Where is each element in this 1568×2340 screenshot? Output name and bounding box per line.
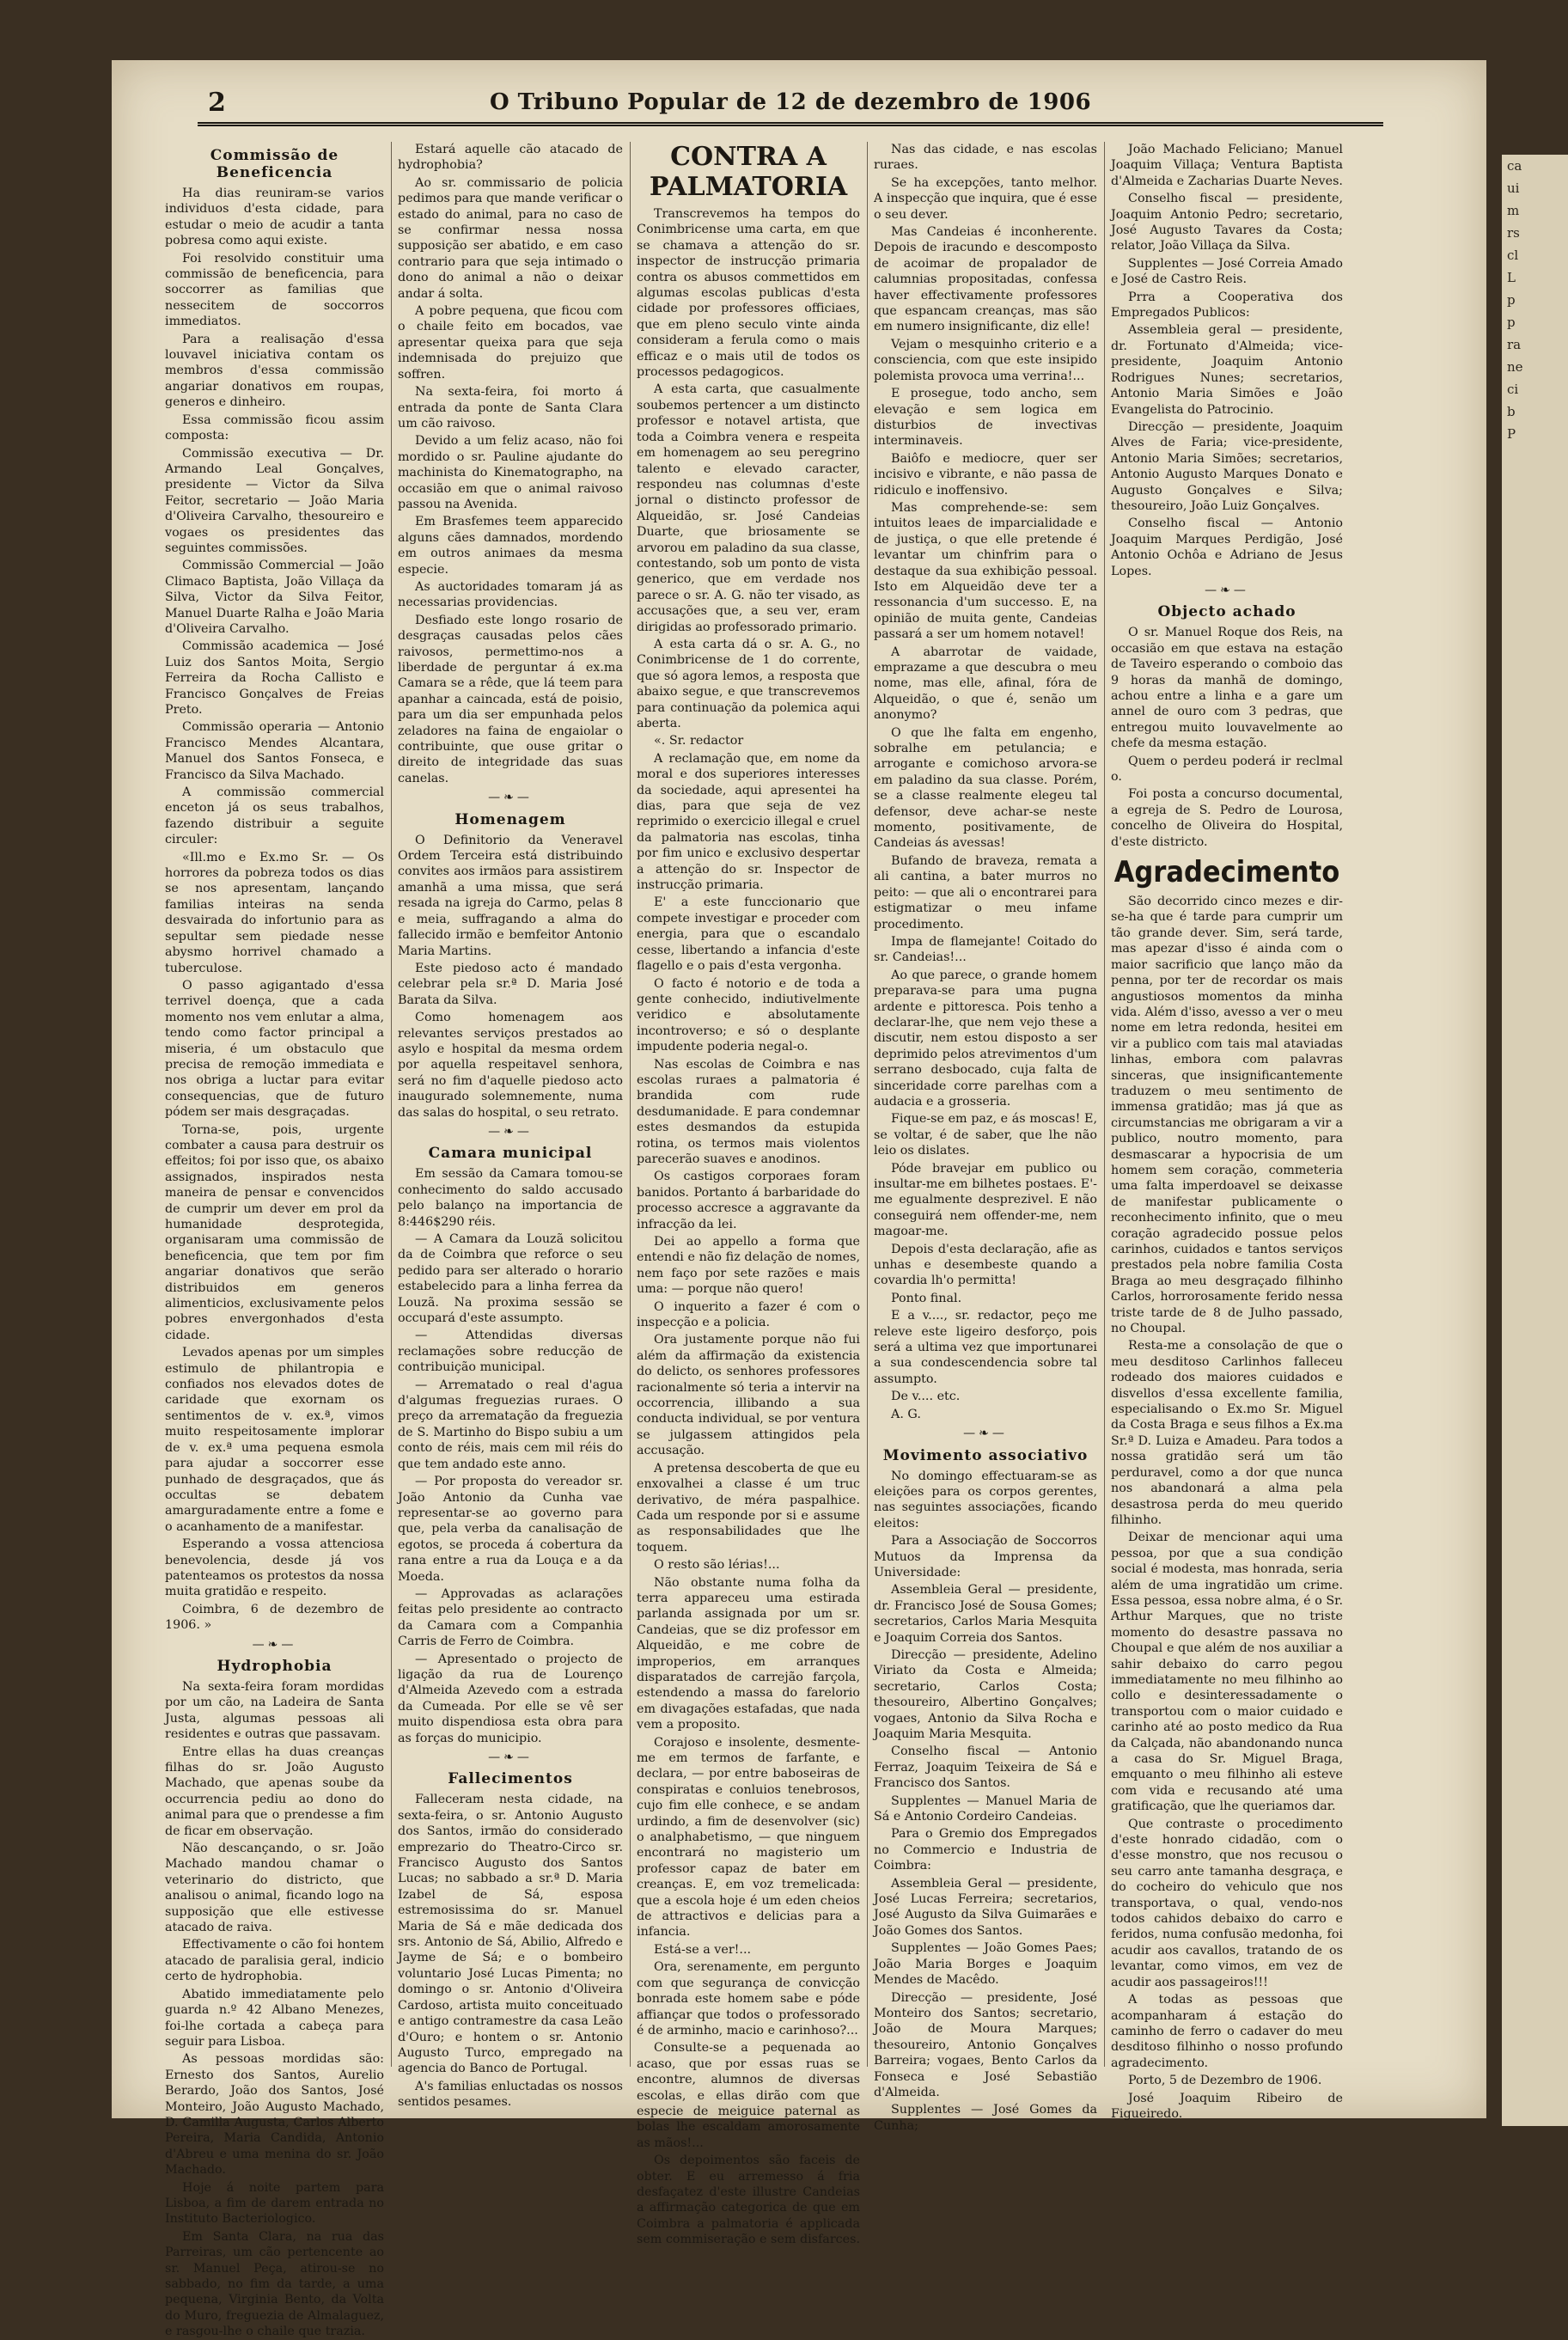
paragraph: A abarrotar de vaidade, emprazame a que descubra o meu nome, mas elle, afinal, fóra de Alqueidão, o que é, senão um anonymo? [874,645,1097,723]
paragraph: O passo agigantado d'essa terrivel doença, que a cada momento nos vem enlutar a alma, tendo como factor principal a miseria, é um obstaculo que precisa de remoção immediata e nos obriga a luctar para evitar consequencias, que de futuro pódem ser mais desgraçadas. [165,978,384,1120]
paragraph: E prosegue, todo ancho, sem elevação e sem logica em disturbios de invectivas interminaveis. [874,387,1097,449]
paragraph: Em Santa Clara, na rua das Parreiras, um cão pertencente ao sr. Manuel Peça, atirou-se no sabbado, no fim da tarde, a uma pequena, Virginia Bento, da Volta do Muro, freguezia de Almalaguez, e rasgou-lhe o chaile que trazia. [165,2229,384,2339]
paragraph: E a v...., sr. redactor, peço me releve este ligeiro desforço, pois será a ultima vez que importunarei a sua condescendencia sobre tal assumpto. [874,1309,1097,1386]
paragraph: Foi posta a concurso documental, a egreja de S. Pedro de Lourosa, concelho de Oliveira do Hospital, d'este districto. [1111,787,1343,849]
adjacent-page-fragment: L [1507,270,1516,285]
paragraph: Transcrevemos ha tempos do Conimbricense uma carta, em que se chamava a attenção do sr. inspector de instrucção primaria contra os abusos commettidos em algumas escolas publicas d'esta cidade por professores officiaes, que em pleno seculo vinte ainda consideram a ferula como o mais efficaz e o mais util de todos os processos pedagogicos. [637,207,860,380]
paragraph: Ha dias reuniram-se varios individuos d'esta cidade, para estudar o meio de acudir a tanta pobresa como aqui existe. [165,186,384,248]
article-hydrophobia [165,1679,384,2340]
column-2 [398,142,623,2110]
ornament-divider: —❧— [488,1750,533,1764]
paragraph: Commissão Commercial — João Climaco Baptista, João Villaça da Silva, Victor da Silva Feitor, Manuel Duarte Ralha e João Maria d'Oliveira Carvalho. [165,559,384,636]
paragraph: Supplentes — José Gomes da Cunha; [874,2103,1097,2133]
newspaper-page [112,60,1486,2339]
paragraph: O que lhe falta em engenho, sobralhe em petulancia; e arrogante e comichoso arvora-se em paladino da sua classe. Porém, se a classe realmente elegeu tal defensor, deve achar-se neste momento, positivamente, de Candeias ás avessas! [874,725,1097,851]
paragraph: Para a Associação de Soccorros Mutuos da Imprensa da Universidade: [874,1534,1097,1579]
ornament-divider: —❧— [488,791,533,805]
paragraph: Prra a Cooperativa dos Empregados Publicos: [1111,290,1343,321]
paragraph: Dei ao appello a forma que entendi e não fiz delação de nomes, nem faço por sete razões e mais uma: — porque não quero! [637,1235,860,1297]
paragraph: — Approvadas as aclarações feitas pelo presidente ao contracto da Camara com a Companhia Carris de Ferro de Coimbra. [398,1586,623,1649]
paragraph: Ora, serenamente, em pergunto com que segurança de convicção bonrada este homem sabe e póde affiançar que todos o professorado é de arminho, macio e carinhoso?... [637,1960,860,2038]
paragraph: Foi resolvido constituir uma commissão de beneficencia, para soccorrer as familias que nessecitem de soccorros immediatos. [165,251,384,329]
article-palmatoria [637,206,860,2248]
paragraph: — Arrematado o real d'agua d'algumas freguezias ruraes. O preço da arrematação da freguezia de S. Martinho do Bispo subiu a um conto de réis, mais cem mil réis do que tem andado este anno. [398,1378,623,1471]
paragraph: Póde bravejar em publico ou insultar-me em bilhetes postaes. E'-me egualmente desprezivel. E não conseguirá nem offender-me, nem magoar-me. [874,1161,1097,1239]
paragraph: Falleceram nesta cidade, na sexta-feira, o sr. Antonio Augusto dos Santos, irmão do considerado emprezario do Theatro-Circo sr. Francisco Augusto dos Santos Lucas; no sabbado a sr.ª D. Maria Izabel de Sá, esposa estremosissima do sr. Manuel Maria de Sá e mãe dedicada dos srs. Antonio de Sá, Abilio, Alfredo e Jayme de Sá; e o bombeiro voluntario José Lucas Pimenta; no domingo o sr. Antonio d'Oliveira Cardoso, artista muito conceituado e antigo contramestre da casa Leão d'Ouro; e hontem o sr. Antonio Augusto Turco, empregado na agencia do Banco de Portugal. [398,1793,623,2076]
paragraph: A esta carta dá o sr. A. G., no Conimbricense de 1 do corrente, que só agora lemos, a resposta que abaixo segue, e que transcrevemos para continuação da polemica aqui aberta. [637,637,860,730]
paragraph: Conselho fiscal — Antonio Joaquim Marques Perdigão, José Antonio Ochôa e Adriano de Jesus Lopes. [1111,516,1343,578]
paragraph: Supplentes — Manuel Maria de Sá e Antonio Cordeiro Candeias. [874,1793,1097,1824]
paragraph: E' a este funccionario que compete investigar e proceder com energia, para que o escandalo cesse, libertando a infancia d'este flagello e o pais d'esta vergonha. [637,895,860,974]
paragraph: — A Camara da Louzã solicitou da de Coimbra que reforce o seu pedido para ser alterado o horario estabelecido para a linha ferrea da Louzã. Na proxima sessão se occupará d'este assumpto. [398,1232,623,1326]
paragraph: José Joaquim Ribeiro de Figueiredo. [1111,2091,1343,2121]
ornament-divider: —❧— [252,1637,297,1652]
paragraph: Se ha excepções, tanto melhor. A inspecção que inquira, que é esse o seu dever. [874,175,1097,222]
paragraph: Está-se a ver!... [654,1942,752,1957]
paragraph: Direcção — presidente, Joaquim Alves de Faria; vice-presidente, Antonio Maria Simões; secretarios, Antonio Augusto Marques Donato e Augusto Gonçalves e Silva; thesoureiro, João Luiz Gonçalves. [1111,419,1343,513]
paragraph: Direcção — presidente, José Monteiro dos Santos; secretario, João de Moura Marques; thesoureiro, Antonio Gonçalves Barreira; vogaes, Bento Carlos da Fonseca e José Sebastião d'Almeida. [874,1990,1097,2099]
paragraph: Estará aquelle cão atacado de hydrophobia? [398,143,623,173]
ornament-divider: —❧— [1205,583,1249,597]
paragraph: Resta-me a consolação de que o meu desditoso Carlinhos falleceu rodeado dos maiores cuidados e disvellos d'essa excellente familia, especialisando o Ex.mo Sr. Miguel da Costa Braga e seus filhos a Ex.ma Sr.ª D. Luiza e Amadeu. Para todos a nossa gratidão será um tão perduravel, como a dor que nunca nos abandonará a alma pela desastrosa perda do meu querido filhinho. [1111,1339,1343,1527]
ornament-divider: —❧— [488,1124,533,1139]
paragraph: Vejam o mesquinho criterio e a consciencia, com que este insipido polemista provoca uma verrina!... [874,337,1097,383]
paragraph: Commissão operaria — Antonio Francisco Mendes Alcantara, Manuel dos Santos Fonseca, e Francisco da Silva Machado. [165,720,384,782]
paragraph: Consulte-se a pequenada ao acaso, que por essas ruas se encontre, alumnos de diversas escolas, e ellas dirão com que especie de meiguice paternal as bolas lhe escaldam amorosamente as mãos!... [637,2041,860,2150]
heading-palmatoria: CONTRA A PALMATORIA [649,142,848,202]
paragraph: A. G. [891,1407,921,1421]
paragraph: Devido a um feliz acaso, não foi mordido o sr. Pauline ajudante do machinista do Kinematographo, na occasião em que o animal raivoso passou na Avenida. [398,434,623,511]
paragraph: Para o Gremio dos Empregados no Commercio e Industria de Coimbra: [874,1827,1097,1873]
paragraph: «. Sr. redactor [654,734,744,748]
paragraph: Torna-se, pois, urgente combater a causa para destruir os effeitos; foi por isso que, os abaixo assignados, inspirados nesta maneira de pensar e convencidos de cumprir um dever em prol da humanidade desprotegida, organisaram uma commissão de beneficencia, que tem por fim angariar donativos que serão distribuidos em generos alimenticios, exclusivamente pelos pobres envergonhados d'esta cidade. [165,1122,384,1342]
paragraph: — Attendidas diversas reclamações sobre reducção de contribuição municipal. [398,1329,623,1375]
paragraph: Depois d'esta declaração, afie as unhas e desembeste quando a covardia lh'o permitta! [874,1242,1097,1288]
paragraph: Conselho fiscal — presidente, Joaquim Antonio Pedro; secretario, José Augusto Tavares da Costa; relator, João Villaça da Silva. [1111,192,1343,254]
adjacent-page-fragment: m [1507,203,1520,218]
article-palmatoria-cont [874,142,1097,1422]
paragraph: A reclamação que, em nome da moral e dos superiores interesses da sociedade, aqui apresentei ha dias, para que seja de vez reprimido o exercicio illegal e cruel da palmatoria nas escolas, tinha por fim unico e exclusivo despertar a attenção do sr. Inspector de instrucção primaria. [637,751,860,893]
paragraph: Ao que parece, o grande homem preparava-se para uma pugna ardente e pittoresca. Pois tenho a declarar-lhe, que nem vejo these a discutir, nem estou disposto a ser deprimido pelos atrevimentos d'um serrano desbocado, cuja falta de sinceridade corre parelhas com a audacia e a grosseria. [874,968,1097,1109]
paragraph: Effectivamente o cão foi hontem atacado de paralisia geral, indicio certo de hydrophobia. [165,1938,384,1984]
heading-camara: Camara municipal [428,1145,593,1163]
paragraph: Bufando de braveza, remata a ali cantina, a bater murros no peito: — que ali o encontrarei para estigmatizar o meu infame procedimento. [874,853,1097,932]
heading-hydrophobia: Hydrophobia [217,1657,333,1675]
paragraph: Em Brasfemes teem apparecido alguns cães damnados, mordendo em outros animaes da mesma especie. [398,515,623,577]
heading-fallecimentos: Fallecimentos [448,1770,573,1788]
paragraph: Nas das cidade, e nas escolas ruraes. [874,143,1097,173]
article-movimento [874,1469,1097,2135]
paragraph: Esperando a vossa attenciosa benevolencia, desde já vos patenteamos os protestos da nossa muita gratidão e respeito. [165,1537,384,1599]
adjacent-page-fragment: ui [1507,180,1520,196]
paragraph: Supplentes — João Gomes Paes; João Maria Borges e Joaquim Mendes de Macêdo. [874,1941,1097,1988]
article-movimento-cont [1111,142,1343,579]
paragraph: O inquerito a fazer é com o inspecção e a policia. [637,1299,860,1330]
heading-movimento: Movimento associativo [882,1446,1089,1464]
paragraph: Fique-se em paz, e ás moscas! E, se voltar, é de saber, que lhe não leio os dislates. [874,1112,1097,1158]
article-homenagem [398,833,623,1121]
paragraph: Assembleia geral — presidente, dr. Fortunato d'Almeida; vice-presidente, Joaquim Antonio Rodrigues Nunes; secretarios, Antonio Maria Simões e João Evangelista do Patrocinio. [1111,323,1343,417]
column-3 [637,142,861,2247]
article-beneficencia [165,186,384,1634]
paragraph: O sr. Manuel Roque dos Reis, na occasião em que estava na estação de Taveiro esperando o comboio das 9 horas da manhã de domingo, achou entre a linha e a gare um annel de ouro com 3 pedras, que entregou muito louvavelmente ao chefe da mesma estação. [1111,626,1343,751]
column-rule [391,142,392,2067]
paragraph: A pobre pequena, que ficou com o chaile feito em bocados, vae apresentar queixa para que seja indemnisada do prejuizo que soffren. [398,304,623,382]
paragraph: Mas Candeias é inconherente. Depois de iracundo e descomposto de acoimar de propalador de calumnias propositadas, confessa haver effectivamente professores que espancam creanças, mas são em numero insignificante, diz elle! [874,225,1097,334]
column-4 [874,142,1097,2133]
paragraph: Quem o perdeu poderá ir reclmal o. [1111,754,1343,785]
paragraph: São decorrido cinco mezes e dir-se-ha que é tarde para cumprir um tão grande dever. Sim, será tarde, mas apezar d'isso é ainda com o maior sacrificio que lanço mão da penna, por ter de recordar os mais angustiosos momentos da minha vida. Além d'isso, avesso a ver o meu nome em letra redonda, hesitei em vir a publico com tais mal ataviadas linhas, embora com palavras sinceras, que insignificantemente traduzem o meu sentimento de immensa gratidão; mas já que as circumstancias me obrigaram a vir a publico, noutro momento, para desmascarar a hypocrisia de um homem sem coração, commeteria uma falta imperdoavel se deixasse de manifestar publicamente o reconhecimento infinito, que o meu coração agradecido possue pelos carinhos, cuidados e tantos serviços prestados pela nobre familia Costa Braga ao meu desgraçado filhinho Carlos, horrorosamente ferido nessa triste tarde de 8 de Julho passado, no Choupal. [1111,895,1343,1336]
paragraph: Que contraste o procedimento d'este honrado cidadão, com o d'esse monstro, que nos recusou o seu carro ante tamanha desgraça, e do cocheiro do vehiculo que nos transportava, o qual, vendo-nos todos cahidos debaixo do carro e feridos, numa confusão medonha, foi acudir aos cavallos, tratando de os levantar, como vimos, em vez de acudir aos passageiros!!! [1111,1817,1343,1989]
paragraph: Os depoimentos são faceis de obter. E eu arremesso á fria desfaçatez d'este illustre Candeias a affirmação categorica de que em Coimbra a palmatoria é applicada sem commiseração e sem disfarces. [637,2154,861,2247]
page-number: 2 [208,88,226,118]
paragraph: Ponto final. [891,1291,962,1305]
heading-beneficencia: Commissão de Beneficencia [210,147,339,181]
paragraph: O facto é notorio e de toda a gente conhecido, indiutivelmente veridico e absolutamente incontroverso; e só o desplante impudente poderia negal-o. [637,976,860,1054]
adjacent-page-fragment: ci [1507,382,1519,397]
paragraph: Na sexta-feira foram mordidas por um cão, na Ladeira de Santa Justa, algumas pessoas ali residentes e outras que passavam. [165,1679,384,1742]
paragraph: Commissão executiva — Dr. Armando Leal Gonçalves, presidente — Victor da Silva Feitor, secretario — João Maria d'Oliveira Carvalho, thesoureiro e vogaes os presidentes das seguintes commissões. [165,446,384,555]
paragraph: Corajoso e insolente, desmente-me em termos de farfante, e declara, — por entre baboseiras de conspiratas e conluios tenebrosos, cujo fim elle conhece, e se andam urdindo, a fim de desenvolver (sic) o analphabetismo, — que ninguem encontrará no magisterio um professor capaz de bater em creanças. E, em voz tremelicada: que a escola hoje é um eden cheios de attractivos e delicias para a infancia. [637,1735,860,1940]
ornament-divider: —❧— [963,1427,1008,1441]
adjacent-page-fragment: cl [1507,247,1519,263]
adjacent-page-fragment: p [1507,292,1516,308]
article-fallecimentos [398,1792,623,2110]
adjacent-page-fragment: P [1507,426,1516,442]
paragraph: O Definitorio da Veneravel Ordem Terceira está distribuindo convites aos irmãos para assistirem amanhã a uma missa, que será resada na igreja do Carmo, pelas 8 e meia, suffragando a alma do fallecido irmão e bemfeitor Antonio Maria Martins. [398,833,623,958]
adjacent-page-strip [1502,155,1568,2126]
paragraph: Em sessão da Camara tomou-se conhecimento do saldo accusado pelo balanço na importancia de 8:446$290 réis. [398,1167,623,1229]
adjacent-page-fragment: p [1507,315,1516,330]
paragraph: — Por proposta do vereador sr. João Antonio da Cunha vae representar-se ao governo para que, pela verba da canalisação de egotos, se proceda á cobertura da rana entre a rua da Louça e a da Moeda. [398,1475,623,1584]
paragraph: Hoje á noite partem para Lisboa, a fim de darem entrada no Instituto Bacteriologico. [165,2180,384,2227]
paragraph: Para a realisação d'essa louvavel iniciativa contam os membros d'essa commissão angariar donativos em roupas, generos e dinheiro. [165,332,384,410]
paragraph: As pessoas mordidas são: Ernesto dos Santos, Aurelio Berardo, João dos Santos, José Monteiro, João Augusto Machado, D. Camilla Augusta, Carlos Alberto Pereira, Maria Candida, Antonio d'Abreu e uma menina do sr. João Machado. [165,2052,384,2178]
paragraph: Essa commissão ficou assim composta: [165,412,384,443]
paragraph: A todas as pessoas que acompanharam á estação do caminho de ferro o cadaver do meu desditoso filhinho o nosso profundo agradecimento. [1111,1993,1343,2070]
article-agradecimento [1111,894,1343,2122]
paragraph: Os castigos corporaes foram banidos. Portanto á barbaridade do processo accresce a aggravante da infracção da lei. [637,1170,860,1231]
adjacent-page-fragment: rs [1507,225,1520,241]
paragraph: Assembleia Geral — presidente, José Lucas Ferreira; secretarios, José Augusto da Silva Guimarães e João Gomes dos Santos. [874,1876,1097,1938]
paragraph: Desfiado este longo rosario de desgraças causadas pelos cães raivosos, permettimo-nos a liberdade de perguntar á ex.ma Camara se a rêde, que lá teem para apanhar a caincada, está de poisio, para um dia ser empunhada pelos zeladores na faina de engaiolar o contribuinte, que ouse gritar o direito de integridade das suas canelas. [398,613,623,785]
article-objecto [1111,625,1343,850]
paragraph: — Apresentado o projecto de ligação da rua de Lourenço d'Almeida Azevedo com a estrada da Cumeada. Por elle se vê ser muito dispendiosa esta obra para as forças do municipio. [398,1652,623,1745]
paragraph: Coimbra, 6 de dezembro de 1906. » [165,1602,384,1633]
column-5 [1111,142,1343,2121]
paragraph: Commissão academica — José Luiz dos Santos Moita, Sergio Ferreira da Rocha Callisto e Francisco Gonçalves de Freias Preto. [165,639,384,717]
adjacent-page-fragment: b [1507,404,1516,419]
paragraph: Supplentes — José Correia Amado e José de Castro Reis. [1111,256,1343,287]
paragraph: Direcção — presidente, Adelino Viriato da Costa e Almeida; secretario, Carlos Costa; thesoureiro, Albertino Gonçalves; vogaes, Antonio da Silva Rocha e Joaquim Maria Mesquita. [874,1647,1097,1741]
paragraph: Deixar de mencionar aqui uma pessoa, por que a sua condição social é modesta, mas honrada, seria além de uma ingratidão um crime. Essa pessoa, essa nobre alma, é o Sr. Arthur Marques, que no triste momento do desastre passava no Choupal e que além de nos auxiliar a sahir debaixo do carro pegou immediatamente no meu filhinho ao collo e desinteressadamente o transportou com o maior cuidado e carinho até ao posto medico da Rua da Calçada, não abandonando nunca a casa do Sr. Miguel Braga, emquanto o meu filhinho ali esteve com vida e recusando até uma gratificação, que lhe queriamos dar. [1111,1530,1343,1814]
paragraph: Nas escolas de Coimbra e nas escolas ruraes a palmatoria é brandida com rude desdumanidade. E para condemnar estes desmandos da estupida rotina, os termos mais violentos parecerão suaves e anodinos. [637,1057,860,1166]
paragraph: Mas comprehende-se: sem intuitos leaes de imparcialidade e de justiça, o que elle pretende é levantar um chinfrim para o destaque da sua exhibição pessoal. Isto em Alqueidão deve ter a ressonancia d'um successo. E, na opinião de muita gente, Candeias passará a ser um homem notavel! [874,500,1097,642]
column-rule [1104,142,1105,2067]
paragraph: Impa de flamejante! Coitado do sr. Candeias!... [874,934,1097,965]
column-1 [165,142,384,2339]
paragraph: Porto, 5 de Dezembro de 1906. [1128,2074,1322,2088]
paragraph: Assembleia Geral — presidente, dr. Francisco José de Sousa Gomes; secretarios, Carlos Maria Mesquita e Joaquim Correia dos Santos. [874,1583,1097,1645]
paragraph: Abatido immediatamente pelo guarda n.º 42 Albano Menezes, foi-lhe cortada a cabeça para seguir para Lisboa. [165,1987,384,2049]
paragraph: A commissão commercial enceton já os seus trabalhos, fazendo distribuir a seguite circuler: [165,785,384,847]
article-hydrophobia-cont [398,142,623,786]
column-rule [630,142,631,2067]
article-camara [398,1166,623,1746]
adjacent-page-fragment: ne [1507,359,1523,375]
paragraph: As auctoridades tomaram já as necessarias providencias. [398,579,623,610]
paragraph: De v.... etc. [891,1390,961,1404]
paragraph: Não obstante numa folha da terra appareceu uma estirada parlanda assignada por um sr. Candeias, que se diz professor em Alqueidão, e me cobre de improperios, em arranques disparatados de carrejão farçola, estendendo a massa do farelorio em divagações estafadas, que nada vem a proposito. [637,1575,860,1732]
paragraph: Não descançando, o sr. João Machado mandou chamar o veterinario do districto, que analisou o animal, ficando logo na supposição que elle estivesse atacado de raiva. [165,1842,384,1935]
paragraph: Conselho fiscal — Antonio Ferraz, Joaquim Teixeira de Sá e Francisco dos Santos. [874,1744,1097,1791]
masthead [198,88,1383,126]
paragraph: Na sexta-feira, foi morto á entrada da ponte de Santa Clara um cão raivoso. [398,385,623,431]
paragraph: Como homenagem aos relevantes serviços prestados ao asylo e hospital da mesma ordem por aquella respeitavel senhora, será no fim d'aquelle piedoso acto inaugurado solemnemente, numa das salas do hospital, o seu retrato. [398,1011,623,1120]
paragraph: Levados apenas por um simples estimulo de philantropia e confiados nos elevados dotes de caridade que exornam os sentimentos de v. ex.ª, vimos muito respeitosamente implorar de v. ex.ª uma pequena esmola para ajudar a soccorrer esse punhado de desgraçados, que ás occultas se debatem amarguradamente entre a fome e o acanhamento de a manifestar. [165,1346,384,1534]
column-rule [867,142,868,2067]
paragraph: Ao sr. commissario de policia pedimos para que mande verificar o estado do animal, para no caso de se confirmar nessa nossa supposição ser abatido, e em caso contrario para que seja intimado o dono do animal a não o deixar andar á solta. [398,175,623,301]
newspaper-title: O Tribuno Popular de 12 de dezembro de 1906 [489,89,1092,115]
paragraph: A esta carta, que casualmente soubemos pertencer a um distincto professor e notavel artista, que toda a Coimbra venera e respeita em homenagem ao seu peregrino talento e elevado caracter, respondeu nas columnas d'este jornal o distincto professor de Alqueidão, sr. José Candeias Duarte, que briosamente se arvorou em paladino da sua classe, contestando, sob um ponto de vista generico, que em verdade nos parece o sr. A. G. não ter visado, as accusações que, a seu ver, eram dirigidas ao professorado primario. [637,382,860,634]
heading-agradecimento: Agradecimento [1113,855,1340,890]
paragraph: A's familias enluctadas os nossos sentidos pesames. [398,2079,623,2110]
paragraph: A pretensa descoberta de que eu enxovalhei a classe é um truc derivativo, de méra paspalhice. Cada um responde por si e assume as responsabilidades que lhe toquem. [637,1461,860,1555]
paragraph: Ora justamente porque não fui além da affirmação da existencia do delicto, os senhores professores racionalmente só teria a intervir na occorrencia, illibando a sua conducta individual, se por ventura se julgassem attingidos pela accusação. [637,1333,860,1458]
paragraph: «Ill.mo e Ex.mo Sr. — Os horrores da pobreza todos os dias se nos apresentam, lançando familias inteiras na senda desvairada do infortunio para as sepultar sem piedade nesse abysmo horrivel chamado a tuberculose. [165,850,384,975]
paragraph: No domingo effectuaram-se as eleições para os corpos gerentes, nas seguintes associações, ficando eleitos: [874,1469,1097,1530]
paragraph: João Machado Feliciano; Manuel Joaquim Villaça; Ventura Baptista d'Almeida e Zacharias Duarte Neves. [1111,143,1343,188]
paragraph: Baiôfo e mediocre, quer ser incisivo e vibrante, e não passa de ridiculo e inoffensivo. [874,451,1097,498]
paragraph: O resto são lérias!... [654,1558,780,1573]
paragraph: Entre ellas ha duas creanças filhas do sr. João Augusto Machado, que apenas soube da occurrencia pediu ao dono do animal para que o prendesse a fim de ficar em observação. [165,1744,384,1838]
adjacent-page-fragment: ca [1507,158,1522,174]
paragraph: Este piedoso acto é mandado celebrar pela sr.ª D. Maria José Barata da Silva. [398,961,623,1007]
adjacent-page-fragment: ra [1507,337,1522,352]
heading-homenagem: Homenagem [455,810,566,828]
heading-objecto: Objecto achado [1157,603,1296,621]
